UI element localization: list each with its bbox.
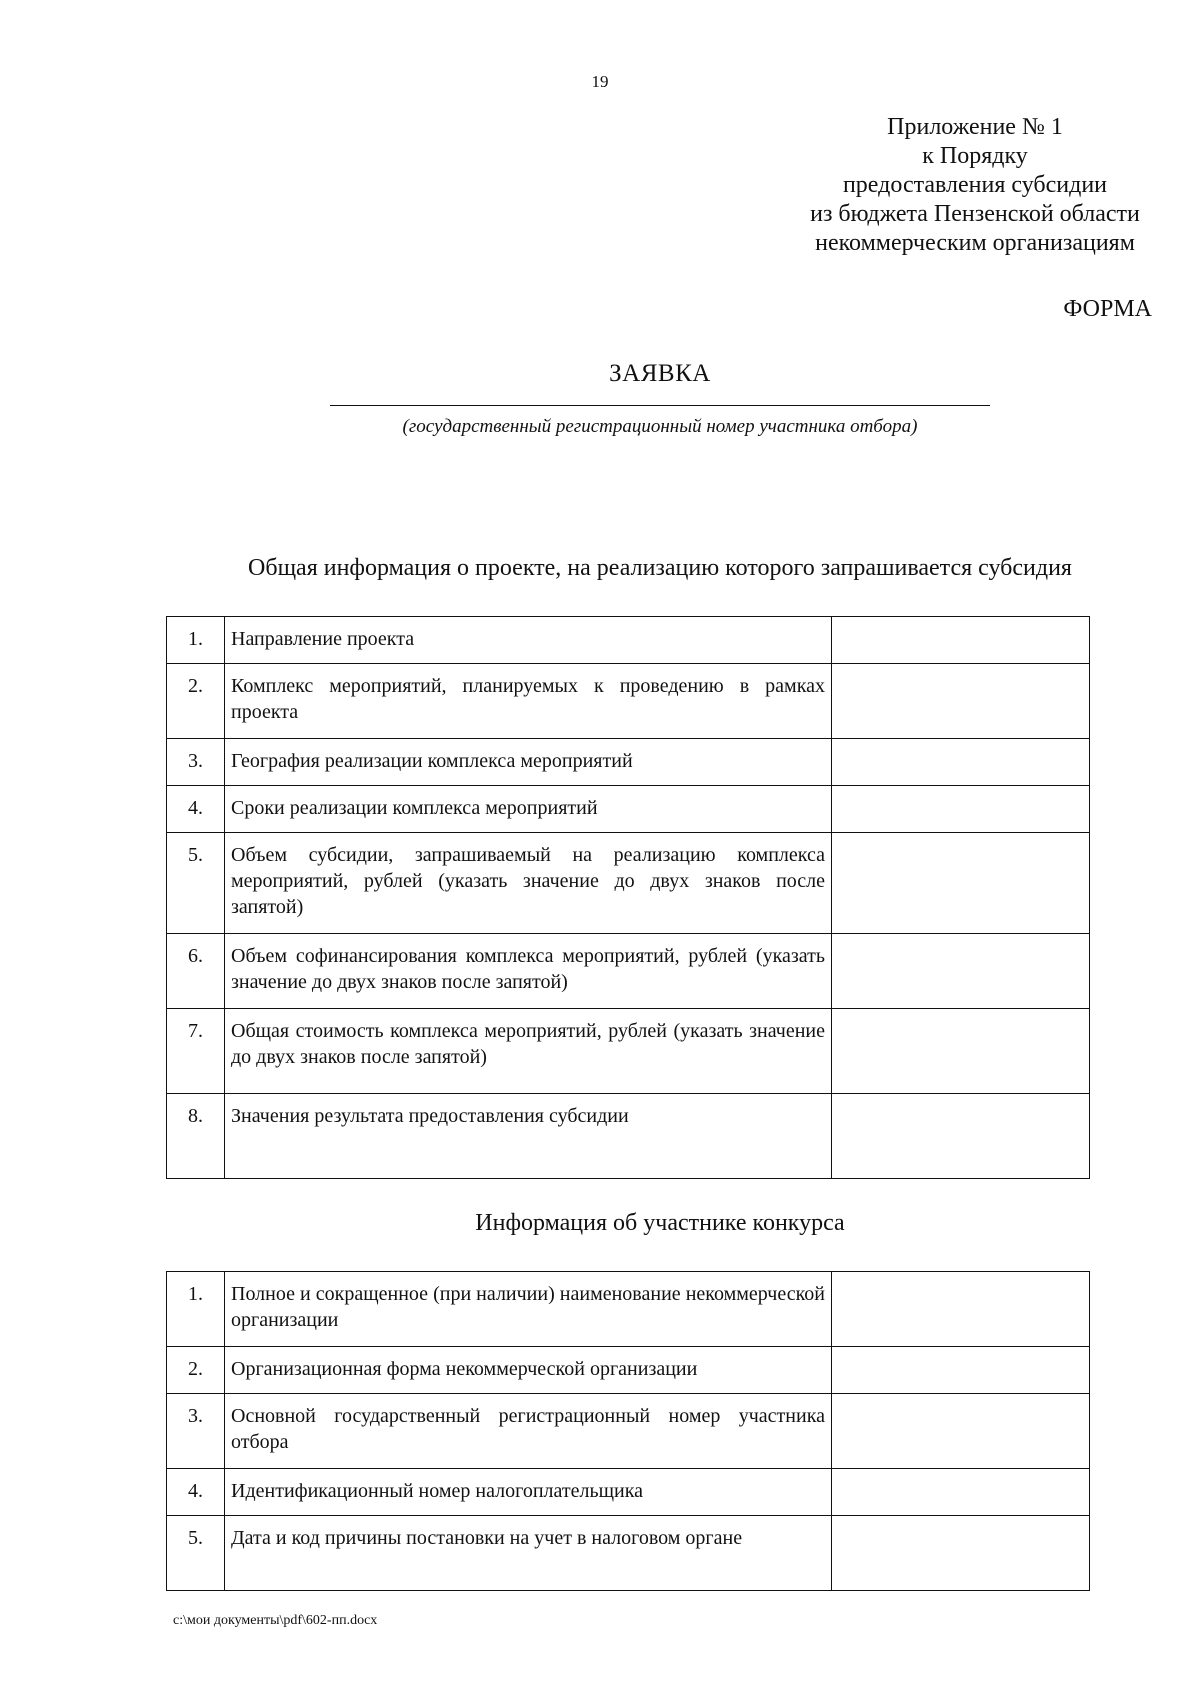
appendix-line: предоставления субсидии xyxy=(842,172,1108,198)
footer-file-path: c:\мои документы\pdf\602-пп.docx xyxy=(173,1613,378,1628)
row-value-cell xyxy=(832,934,1090,1009)
appendix-line: из бюджета Пензенской области xyxy=(810,201,1140,227)
row-label: Комплекс мероприятий, планируемых к проведению в рамках проекта xyxy=(225,664,832,739)
row-value-cell xyxy=(832,833,1090,934)
row-label: География реализации комплекса мероприятий xyxy=(225,739,832,786)
row-label: Значения результата предоставления субсидии xyxy=(225,1094,832,1179)
registration-number-blank xyxy=(330,395,990,406)
row-value-cell xyxy=(832,617,1090,664)
row-label: Сроки реализации комплекса мероприятий xyxy=(225,786,832,833)
participant-info-table xyxy=(166,1271,1090,1591)
table-row xyxy=(167,1094,1090,1179)
project-section-title: Общая информация о проекте, на реализацию которого запрашивается субсидия xyxy=(248,555,1072,581)
row-value-cell xyxy=(832,786,1090,833)
row-label: Общая стоимость комплекса мероприятий, рублей (указать значение до двух знаков после запятой) xyxy=(225,1009,832,1094)
row-label: Организационная форма некоммерческой организации xyxy=(225,1347,832,1394)
row-value-cell xyxy=(832,1347,1090,1394)
row-value-cell xyxy=(832,1394,1090,1469)
form-label: ФОРМА xyxy=(1063,296,1152,322)
table-row xyxy=(167,934,1090,1009)
row-number: 4. xyxy=(167,1469,225,1516)
row-number: 3. xyxy=(167,1394,225,1469)
row-label: Объем субсидии, запрашиваемый на реализацию комплекса мероприятий, рублей (указать значение до двух знаков после запятой) xyxy=(225,833,832,934)
row-value-cell xyxy=(832,1469,1090,1516)
row-number: 5. xyxy=(167,833,225,934)
table-row xyxy=(167,1469,1090,1516)
table-row xyxy=(167,1394,1090,1469)
row-number: 6. xyxy=(167,934,225,1009)
row-number: 1. xyxy=(167,617,225,664)
appendix-line: Приложение № 1 xyxy=(887,114,1063,140)
page-number: 19 xyxy=(591,72,609,91)
row-label: Дата и код причины постановки на учет в налоговом органе xyxy=(225,1516,832,1591)
row-number: 1. xyxy=(167,1272,225,1347)
row-value-cell xyxy=(832,664,1090,739)
row-number: 3. xyxy=(167,739,225,786)
row-value-cell xyxy=(832,1009,1090,1094)
appendix-line: к Порядку xyxy=(922,143,1028,169)
row-number: 7. xyxy=(167,1009,225,1094)
table-row xyxy=(167,1272,1090,1347)
row-number: 4. xyxy=(167,786,225,833)
row-label: Основной государственный регистрационный номер участника отбора xyxy=(225,1394,832,1469)
appendix-line: некоммерческим организациям xyxy=(815,230,1135,256)
table-row xyxy=(167,1516,1090,1591)
row-number: 2. xyxy=(167,1347,225,1394)
row-value-cell xyxy=(832,1094,1090,1179)
participant-section-title: Информация об участнике конкурса xyxy=(475,1210,845,1236)
row-number: 2. xyxy=(167,664,225,739)
row-number: 8. xyxy=(167,1094,225,1179)
project-info-table xyxy=(166,616,1090,1179)
row-label: Объем софинансирования комплекса мероприятий, рублей (указать значение до двух знаков после запятой) xyxy=(225,934,832,1009)
table-row xyxy=(167,786,1090,833)
table-row xyxy=(167,739,1090,786)
row-label: Идентификационный номер налогоплательщика xyxy=(225,1469,832,1516)
document-title: ЗАЯВКА xyxy=(609,360,711,387)
table-row xyxy=(167,664,1090,739)
row-label: Направление проекта xyxy=(225,617,832,664)
table-row xyxy=(167,1009,1090,1094)
row-label: Полное и сокращенное (при наличии) наименование некоммерческой организации xyxy=(225,1272,832,1347)
row-number: 5. xyxy=(167,1516,225,1591)
row-value-cell xyxy=(832,1272,1090,1347)
table-row xyxy=(167,1347,1090,1394)
table-row xyxy=(167,833,1090,934)
registration-number-caption: (государственный регистрационный номер участника отбора) xyxy=(402,416,918,437)
appendix-heading xyxy=(700,113,1200,258)
row-value-cell xyxy=(832,739,1090,786)
row-value-cell xyxy=(832,1516,1090,1591)
table-row xyxy=(167,617,1090,664)
